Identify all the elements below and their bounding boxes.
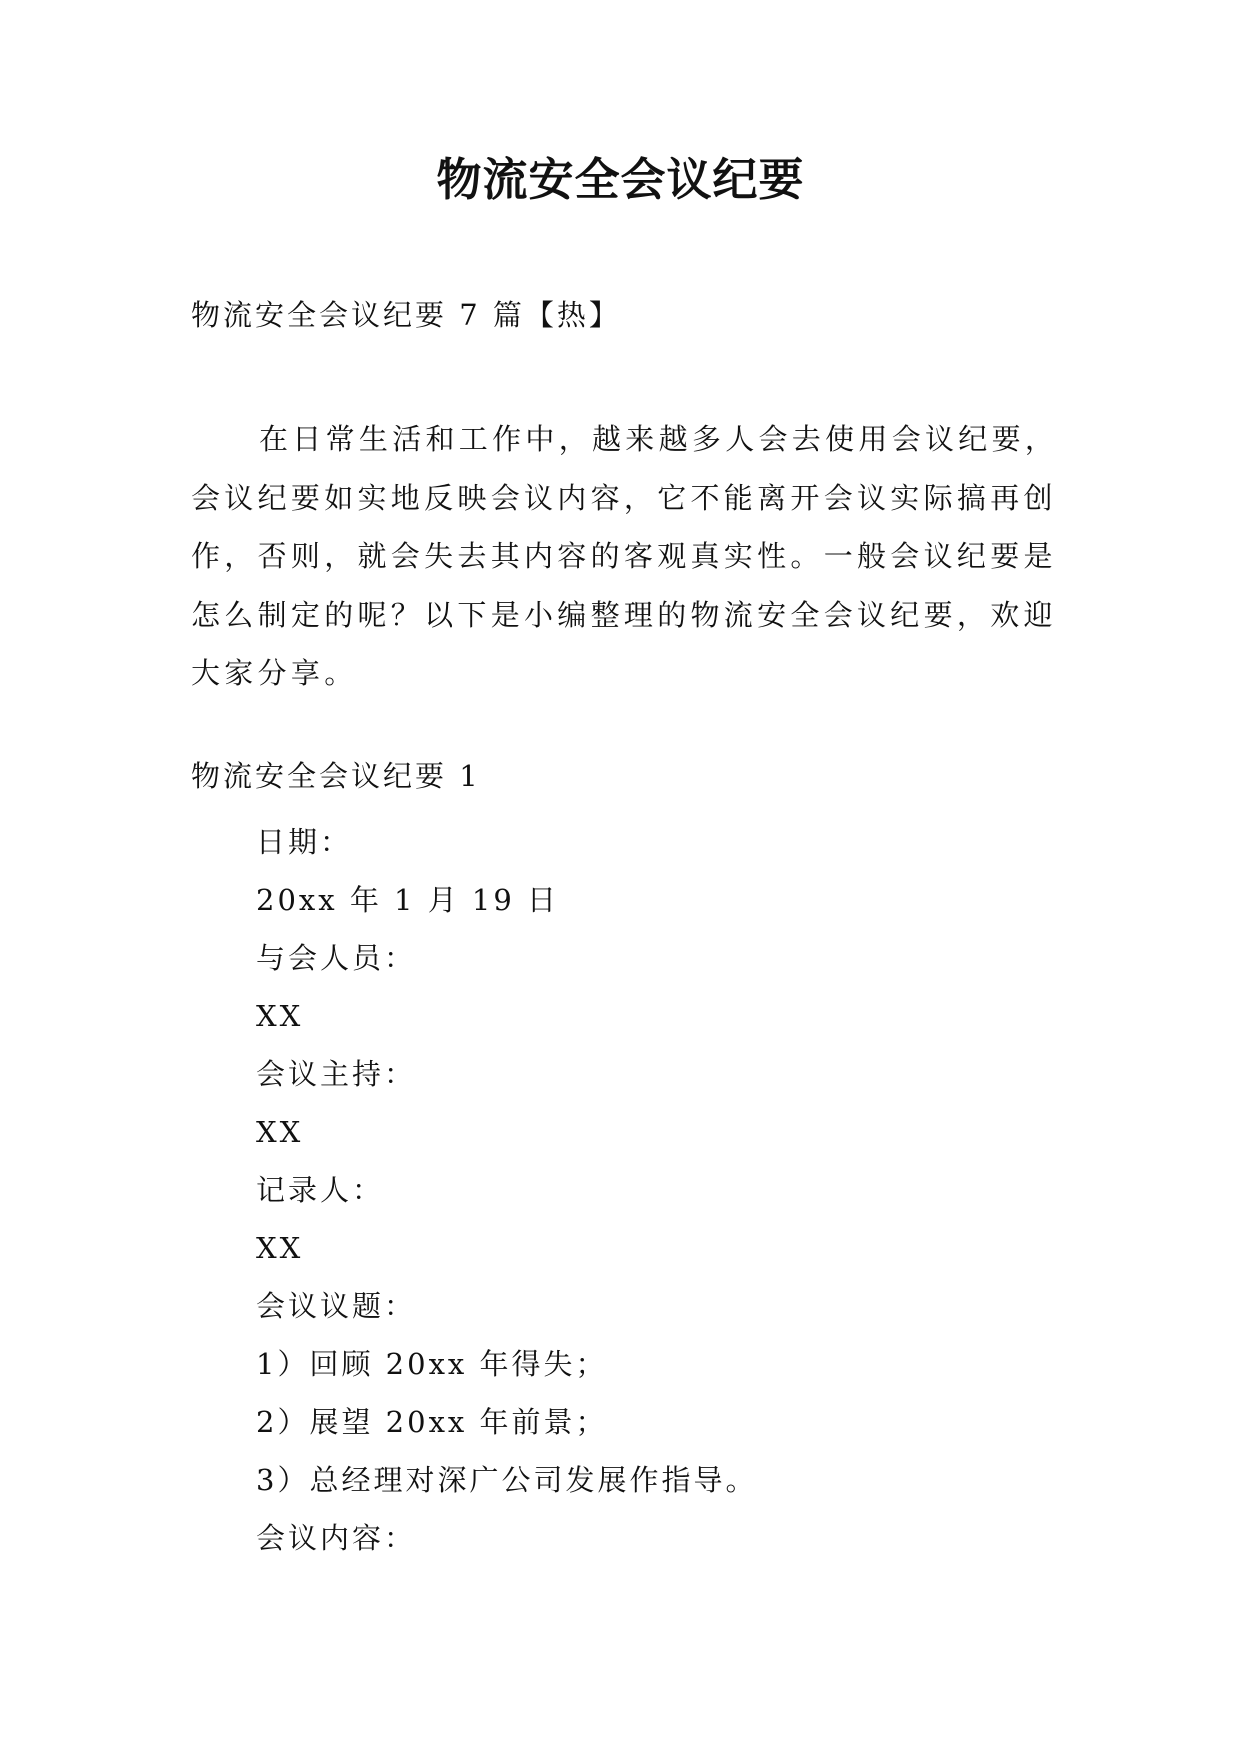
list-item: 1）回顾 20xx 年得失； [256,1347,608,1381]
list-item: 记录人： [256,1173,385,1207]
intro-paragraph: 在日常生活和工作中，越来越多人会去使用会议纪要，会议纪要如实地反映会议内容，它不能离开会议实际搞再创作，否则，就会失去其内容的客观真实性。一般会议纪要是怎么制定的呢？以下是小编整理的物流安全会议纪要，欢迎大家分享。 [191,422,1059,690]
list-item: 20xx 年 1 月 19 日 [256,883,560,917]
list-item: XX [256,1115,304,1149]
document-subtitle: 物流安全会议纪要 7 篇【热】 [191,298,621,332]
list-item: 日期： [256,825,353,859]
section-heading: 物流安全会议纪要 1 [191,759,481,793]
list-item: 与会人员： [256,941,417,975]
meeting-details-list [256,813,757,1567]
list-item: 会议议题： [256,1289,417,1323]
list-item: 会议主持： [256,1057,417,1091]
list-item: XX [256,999,304,1033]
list-item: XX [256,1231,304,1265]
list-item: 会议内容： [256,1521,417,1555]
list-item: 3）总经理对深广公司发展作指导。 [256,1463,758,1497]
document-title: 物流安全会议纪要 [436,153,805,206]
list-item: 2）展望 20xx 年前景； [256,1405,608,1439]
